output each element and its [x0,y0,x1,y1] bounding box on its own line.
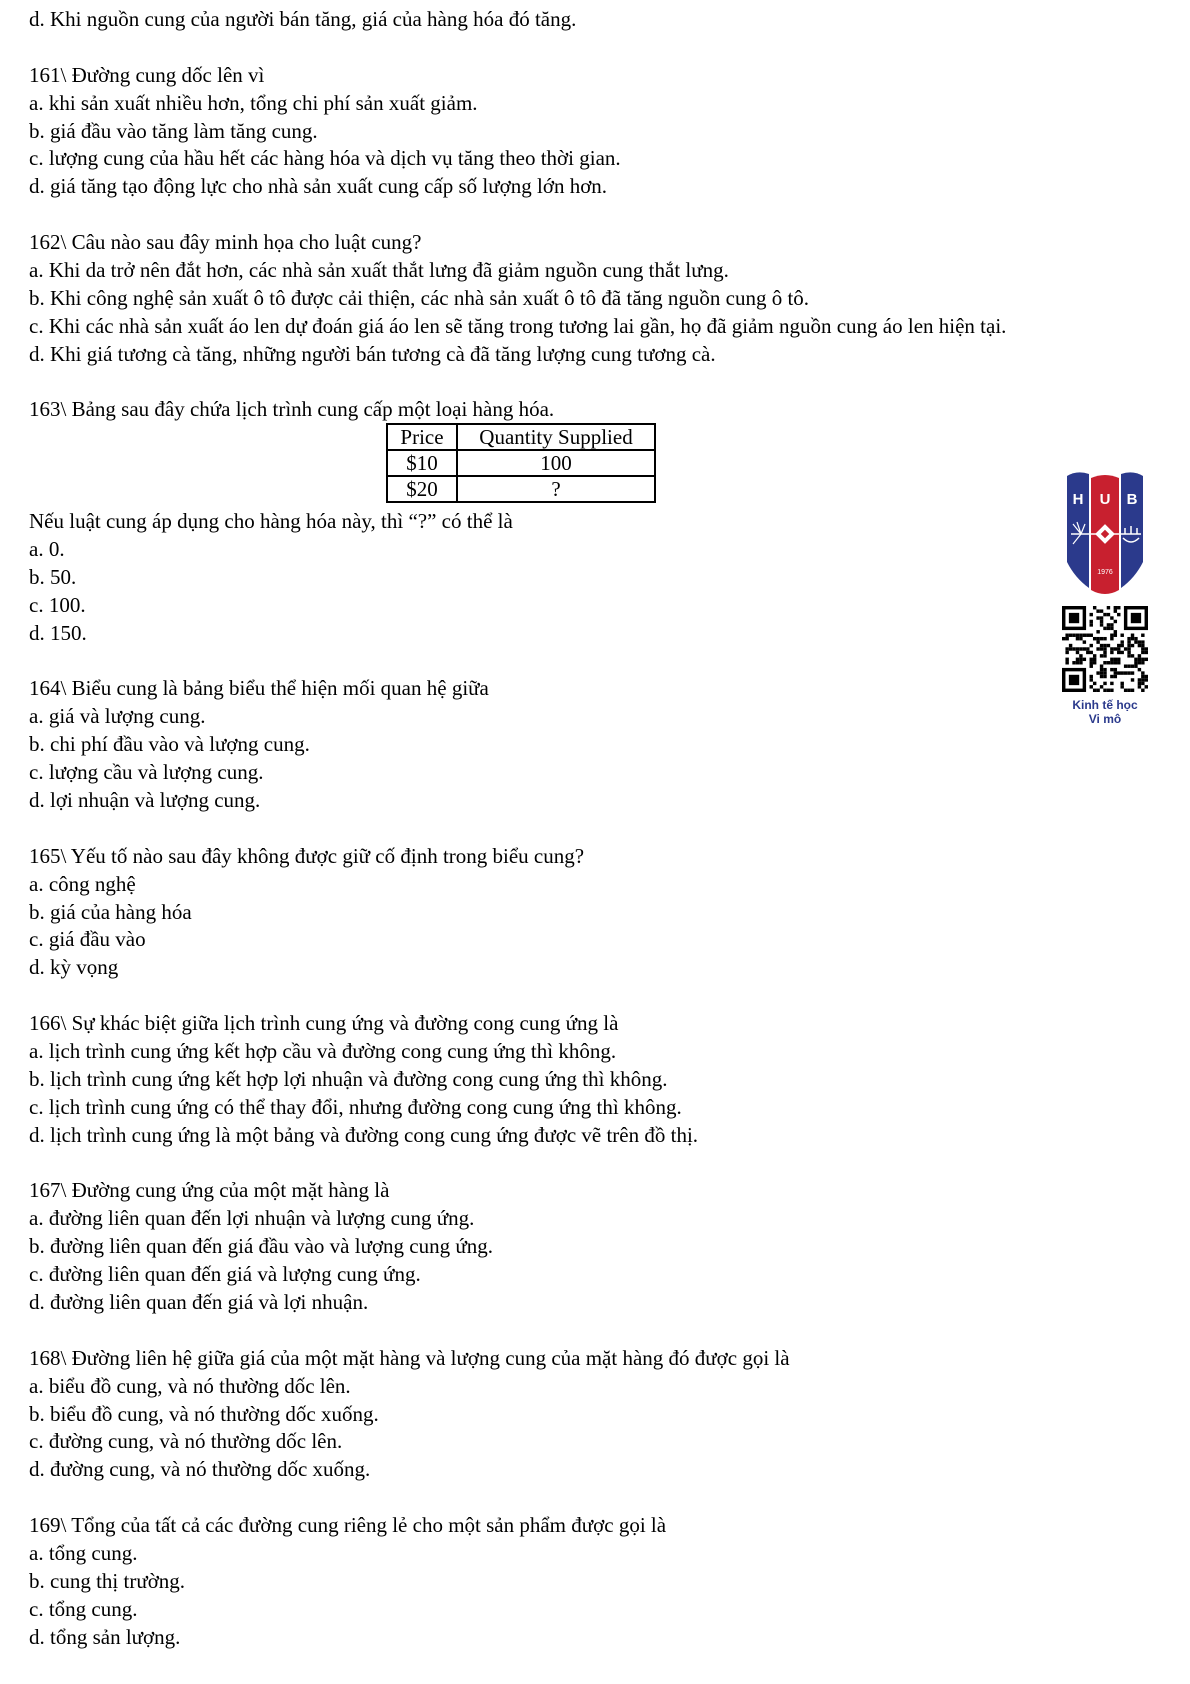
answer-option: c. 100. [29,592,86,617]
answer-option: a. biểu đồ cung, và nó thường dốc lên. [29,1373,351,1398]
blank-line [29,369,1179,397]
answer-option: d. giá tăng tạo động lực cho nhà sản xuất cung cấp số lượng lớn hơn. [29,174,608,199]
question-block [29,62,1179,201]
question-block [29,843,1179,982]
supply-schedule-table [386,423,656,503]
svg-text:B: B [1126,491,1138,508]
question-block [29,1010,1179,1149]
table-row [387,450,655,476]
question-stem: 164\ Biểu cung là bảng biểu thể hiện mối quan hệ giữa [29,676,489,701]
hub-logo-icon [1063,470,1147,596]
question-stem: 166\ Sự khác biệt giữa lịch trình cung ứng và đường cong cung ứng là [29,1011,619,1036]
question-stem: 167\ Đường cung ứng của một mặt hàng là [29,1178,390,1203]
caption-subject-sub: Vi mô [1088,712,1122,726]
question-stem: 168\ Đường liên hệ giữa giá của một mặt hàng và lượng cung của mặt hàng đó được gọi là [29,1345,790,1370]
table-cell: $10 [387,450,457,476]
table-header-cell: Price [387,424,457,450]
answer-option: b. Khi công nghệ sản xuất ô tô được cải thiện, các nhà sản xuất ô tô đã tăng nguồn cung ô tô. [29,285,810,310]
question-stem: 169\ Tổng của tất cả các đường cung riêng lẻ cho một sản phẩm được gọi là [29,1513,667,1538]
blank-line [29,815,1179,843]
blank-line [29,201,1179,229]
question-block [29,229,1179,368]
answer-option: b. đường liên quan đến giá đầu vào và lượng cung ứng. [29,1234,494,1259]
svg-text:U: U [1099,491,1111,508]
table-cell: $20 [387,476,457,502]
table-row [387,476,655,502]
question-block [29,396,1179,647]
answer-option: a. 0. [29,536,65,561]
table-cell: 100 [457,450,655,476]
answer-option: a. công nghệ [29,871,136,896]
answer-option: a. Khi da trở nên đắt hơn, các nhà sản xuất thắt lưng đã giảm nguồn cung thắt lưng. [29,258,729,283]
answer-option: a. lịch trình cung ứng kết hợp cầu và đường cong cung ứng thì không. [29,1038,617,1063]
blank-line [29,982,1179,1010]
blank-line [29,1317,1179,1345]
question-stem: 162\ Câu nào sau đây minh họa cho luật cung? [29,230,422,255]
svg-text:H: H [1072,491,1084,508]
document-body [29,6,1179,1652]
blank-line [29,34,1179,62]
answer-option: d. Khi giá tương cà tăng, những người bán tương cà đã tăng lượng cung tương cà. [29,341,716,366]
answer-option: c. tổng cung. [29,1596,138,1621]
question-stem: 161\ Đường cung dốc lên vì [29,62,265,87]
answer-option: b. lịch trình cung ứng kết hợp lợi nhuận và đường cong cung ứng thì không. [29,1066,668,1091]
question-block [29,1512,1179,1651]
answer-option: b. cung thị trường. [29,1568,186,1593]
answer-option: a. khi sản xuất nhiều hơn, tổng chi phí sản xuất giảm. [29,90,478,115]
table-header-row [387,424,655,450]
blank-line [29,1484,1179,1512]
blank-line [29,1150,1179,1178]
table-cell: ? [457,476,655,502]
qr-code-icon [1062,606,1148,692]
answer-option: b. chi phí đầu vào và lượng cung. [29,732,310,757]
answer-option: c. Khi các nhà sản xuất áo len dự đoán giá áo len sẽ tăng trong tương lai gần, họ đã giảm nguồn cung áo len hiện tại. [29,313,1007,338]
answer-option: b. 50. [29,564,77,589]
svg-text:1976: 1976 [1097,569,1113,576]
answer-option: b. giá của hàng hóa [29,899,192,924]
question-block [29,1177,1179,1316]
answer-option: a. giá và lượng cung. [29,704,206,729]
question-block [29,675,1179,814]
answer-option: d. đường cung, và nó thường dốc xuống. [29,1457,371,1482]
question-block [29,1345,1179,1484]
answer-option: c. đường liên quan đến giá và lượng cung ứng. [29,1262,421,1287]
answer-option: b. giá đầu vào tăng làm tăng cung. [29,118,318,143]
hub-sidebar-branding [1050,470,1160,726]
answer-option: a. tổng cung. [29,1541,138,1565]
answer-option: b. biểu đồ cung, và nó thường dốc xuống. [29,1401,379,1426]
answer-option: d. lợi nhuận và lượng cung. [29,787,261,812]
question-stem: 165\ Yếu tố nào sau đây không được giữ cố định trong biểu cung? [29,843,585,868]
answer-option: c. lượng cầu và lượng cung. [29,760,264,785]
answer-option: c. giá đầu vào [29,927,146,952]
answer-option: d. kỳ vọng [29,955,119,980]
table-header-cell: Quantity Supplied [457,424,655,450]
answer-option: c. lượng cung của hầu hết các hàng hóa và dịch vụ tăng theo thời gian. [29,146,621,171]
question-followup: Nếu luật cung áp dụng cho hàng hóa này, thì “?” có thể là [29,509,513,534]
answer-option: a. đường liên quan đến lợi nhuận và lượng cung ứng. [29,1206,475,1231]
answer-option: d. 150. [29,620,87,645]
answer-option: d. lịch trình cung ứng là một bảng và đường cong cung ứng được vẽ trên đồ thị. [29,1122,699,1147]
answer-option: d. đường liên quan đến giá và lợi nhuận. [29,1289,369,1314]
answer-option: c. đường cung, và nó thường dốc lên. [29,1429,343,1454]
supply-schedule-table-wrap [29,424,1179,508]
question-stem: 163\ Bảng sau đây chứa lịch trình cung cấp một loại hàng hóa. [29,397,555,422]
answer-option: d. tổng sản lượng. [29,1624,181,1649]
previous-answer-line: d. Khi nguồn cung của người bán tăng, giá của hàng hóa đó tăng. [29,7,577,31]
blank-line [29,648,1179,676]
answer-option: c. lịch trình cung ứng có thể thay đổi, nhưng đường cong cung ứng thì không. [29,1094,682,1119]
caption-subject: Kinh tế học [1072,698,1138,712]
